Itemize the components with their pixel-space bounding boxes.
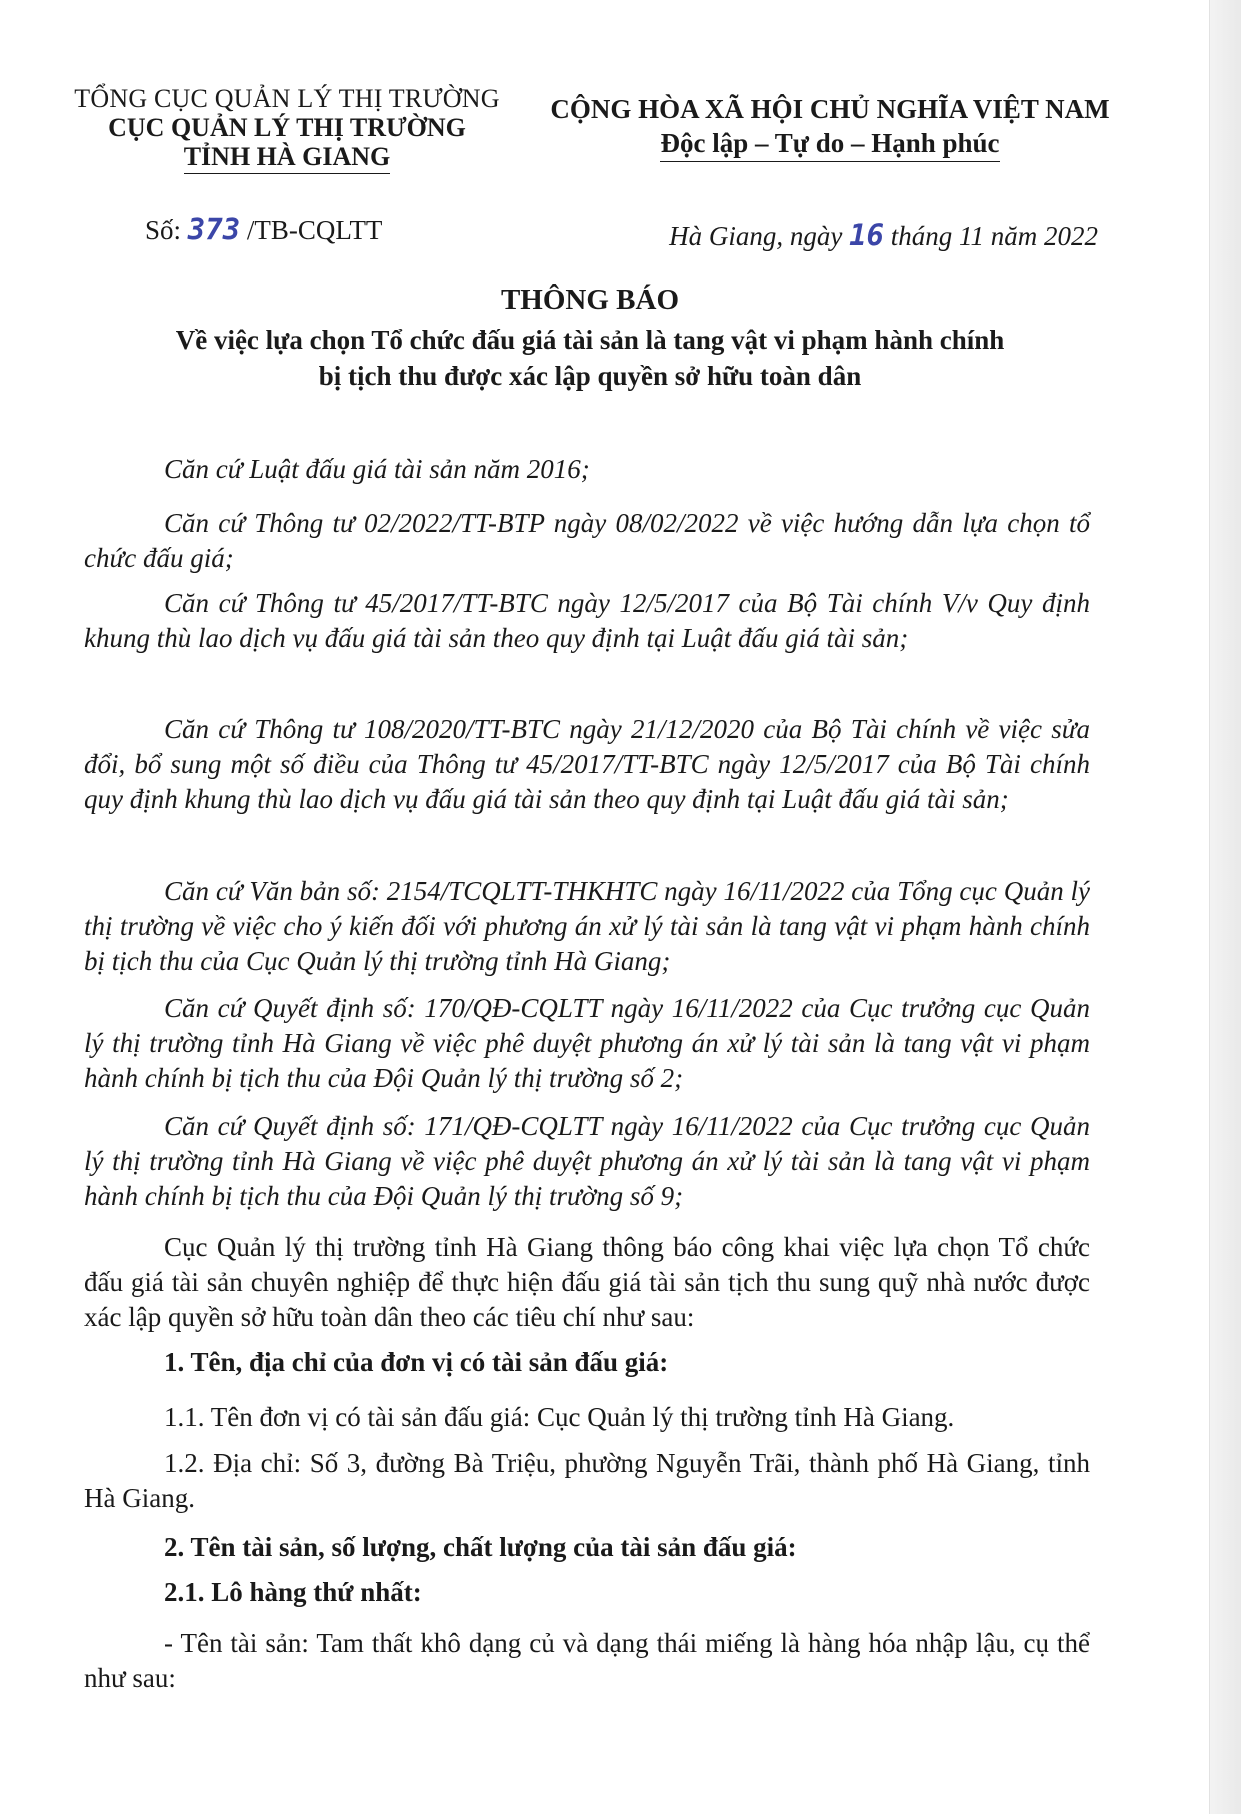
date-day-handwritten: 16 bbox=[849, 218, 884, 252]
legal-basis-7: Căn cứ Quyết định số: 171/QĐ-CQLTT ngày 16/11/2022 của Cục trưởng cục Quản lý thị trường tỉnh Hà Giang về việc phê duyệt phương án xử lý tài sản là tang vật vi phạm hành chính bị tịch thu của Đội Quản lý thị trường số 9; bbox=[84, 1111, 1090, 1211]
legal-basis-2: Căn cứ Thông tư 02/2022/TT-BTP ngày 08/02/2022 về việc hướng dẫn lựa chọn tổ chức đấu giá; bbox=[84, 508, 1090, 573]
issuing-agency-block bbox=[62, 84, 512, 174]
parent-agency: TỔNG CỤC QUẢN LÝ THỊ TRƯỜNG bbox=[74, 84, 500, 113]
issuing-department: CỤC QUẢN LÝ THỊ TRƯỜNG bbox=[108, 113, 466, 142]
doc-number-handwritten: 373 bbox=[187, 212, 241, 246]
legal-basis-1: Căn cứ Luật đấu giá tài sản năm 2016; bbox=[164, 454, 590, 484]
legal-basis-3: Căn cứ Thông tư 45/2017/TT-BTC ngày 12/5/2017 của Bộ Tài chính V/v Quy định khung thù lao dịch vụ đấu giá tài sản theo quy định tại Luật đấu giá tài sản; bbox=[84, 588, 1090, 653]
page-edge-margin bbox=[1209, 0, 1241, 1814]
section-1-heading: 1. Tên, địa chỉ của đơn vị có tài sản đấu giá: bbox=[164, 1347, 669, 1377]
legal-basis-5: Căn cứ Văn bản số: 2154/TCQLTT-THKHTC ngày 16/11/2022 của Tổng cục Quản lý thị trường về việc cho ý kiến đối với phương án xử lý tài sản là tang vật vi phạm hành chính bị tịch thu của Cục Quản lý thị trường tỉnh Hà Giang; bbox=[84, 876, 1090, 976]
doc-number-prefix: Số: bbox=[145, 215, 182, 245]
asset-description: - Tên tài sản: Tam thất khô dạng củ và dạng thái miếng là hàng hóa nhập lậu, cụ thể như sau: bbox=[84, 1628, 1090, 1693]
doc-number-suffix: /TB-CQLTT bbox=[246, 215, 383, 245]
section-1-item-2: 1.2. Địa chỉ: Số 3, đường Bà Triệu, phường Nguyễn Trãi, thành phố Hà Giang, tỉnh Hà Giang. bbox=[84, 1448, 1090, 1513]
section-2-heading: 2. Tên tài sản, số lượng, chất lượng của tài sản đấu giá: bbox=[164, 1532, 797, 1562]
national-header-block bbox=[540, 92, 1120, 162]
nation-name: CỘNG HÒA XÃ HỘI CHỦ NGHĨA VIỆT NAM bbox=[550, 94, 1110, 124]
section-1-item-1: 1.1. Tên đơn vị có tài sản đấu giá: Cục Quản lý thị trường tỉnh Hà Giang. bbox=[164, 1402, 955, 1432]
document-subject-line-1: Về việc lựa chọn Tổ chức đấu giá tài sản là tang vật vi phạm hành chính bbox=[175, 325, 1005, 355]
legal-basis-4: Căn cứ Thông tư 108/2020/TT-BTC ngày 21/12/2020 của Bộ Tài chính về việc sửa đổi, bổ sung một số điều của Thông tư 45/2017/TT-BTC ngày 12/5/2017 của Bộ Tài chính quy định khung thù lao dịch vụ đấu giá tài sản theo quy định tại Luật đấu giá tài sản; bbox=[84, 714, 1090, 814]
date-prefix: Hà Giang, ngày bbox=[669, 221, 843, 251]
document-title: THÔNG BÁO bbox=[500, 284, 680, 316]
document-subject-line-2: bị tịch thu được xác lập quyền sở hữu toàn dân bbox=[318, 361, 862, 391]
national-motto: Độc lập – Tự do – Hạnh phúc bbox=[660, 126, 999, 162]
document-number bbox=[145, 212, 382, 246]
document-date bbox=[669, 218, 1098, 252]
intro-paragraph: Cục Quản lý thị trường tỉnh Hà Giang thông báo công khai việc lựa chọn Tổ chức đấu giá tài sản chuyên nghiệp để thực hiện đấu giá tài sản tịch thu sung quỹ nhà nước được xác lập quyền sở hữu toàn dân theo các tiêu chí như sau: bbox=[84, 1232, 1090, 1332]
legal-basis-6: Căn cứ Quyết định số: 170/QĐ-CQLTT ngày 16/11/2022 của Cục trưởng cục Quản lý thị trường tỉnh Hà Giang về việc phê duyệt phương án xử lý tài sản là tang vật vi phạm hành chính bị tịch thu của Đội Quản lý thị trường số 2; bbox=[84, 993, 1090, 1093]
section-2-sub-1: 2.1. Lô hàng thứ nhất: bbox=[164, 1577, 422, 1607]
date-suffix: tháng 11 năm 2022 bbox=[890, 221, 1098, 251]
issuing-province: TỈNH HÀ GIANG bbox=[184, 142, 391, 174]
